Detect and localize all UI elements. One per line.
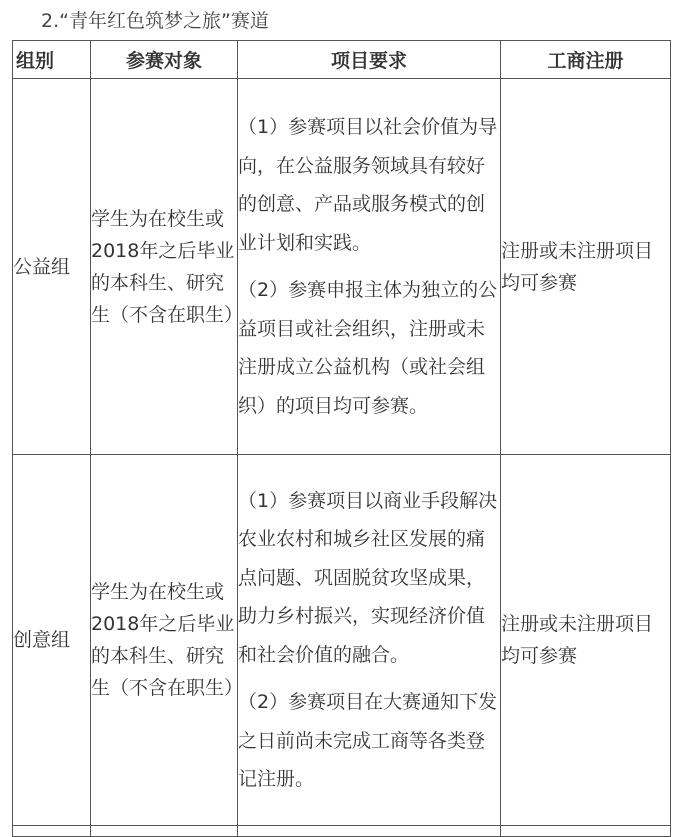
track-table xyxy=(12,40,671,837)
header-group: 组别 xyxy=(13,41,91,79)
section-heading: 2.“青年红色筑梦之旅”赛道 xyxy=(41,10,269,32)
registration-cell: 注册或未注册项目均可参赛 xyxy=(501,79,671,455)
registration-cell: 注册或未注册项目均可参赛 xyxy=(501,455,671,826)
table-row xyxy=(13,455,671,826)
group-cell: 创意组 xyxy=(13,455,91,826)
requirement-item: （1）参赛项目以社会价值为导向，在公益服务领域具有较好的创意、产品或服务模式的创业计划和实践。 xyxy=(238,116,498,254)
table-header-row xyxy=(13,41,671,79)
header-registration: 工商注册 xyxy=(501,41,671,79)
target-cell: 学生为在校生或2018年之后毕业的本科生、研究生（不含在职生） xyxy=(91,455,238,826)
requirement-item: （2）参赛申报主体为独立的公益项目或社会组织，注册或未注册成立公益机构（或社会组织）的项目均可参赛。 xyxy=(238,279,498,417)
header-target: 参赛对象 xyxy=(91,41,238,79)
header-requirements: 项目要求 xyxy=(238,41,501,79)
requirement-item: （2）参赛项目在大赛通知下发之日前尚未完成工商等各类登记注册。 xyxy=(238,691,498,790)
empty-cell xyxy=(13,826,91,837)
table-row xyxy=(13,79,671,455)
empty-cell xyxy=(238,826,501,837)
target-cell: 学生为在校生或2018年之后毕业的本科生、研究生（不含在职生） xyxy=(91,79,238,455)
requirements-cell xyxy=(238,79,501,455)
table-row-partial xyxy=(13,826,671,837)
empty-cell xyxy=(501,826,671,837)
empty-cell xyxy=(91,826,238,837)
requirement-item: （1）参赛项目以商业手段解决农业农村和城乡社区发展的痛点问题、巩固脱贫攻坚成果，助力乡村振兴，实现经济价值和社会价值的融合。 xyxy=(238,489,498,666)
group-cell: 公益组 xyxy=(13,79,91,455)
requirements-cell xyxy=(238,455,501,826)
